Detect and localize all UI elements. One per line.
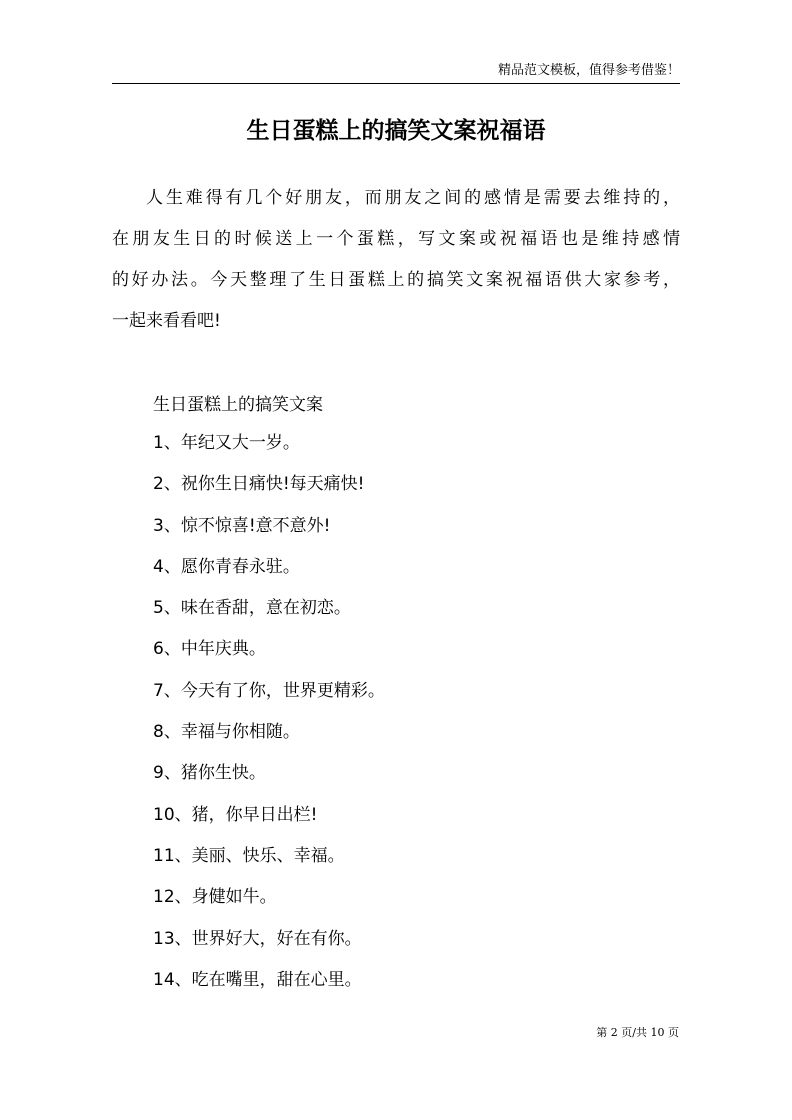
intro-line: 的好办法。今天整理了生日蛋糕上的搞笑文案祝福语供大家参考， xyxy=(112,270,680,290)
section-heading: 生日蛋糕上的搞笑文案 xyxy=(153,395,323,415)
page-header-text: 精品范文模板，值得参考借鉴！ xyxy=(497,63,680,78)
list-item: 3、惊不惊喜!意不意外! xyxy=(153,515,331,536)
list-item: 12、身健如牛。 xyxy=(153,887,277,908)
list-item: 5、味在香甜，意在初恋。 xyxy=(153,598,351,619)
page-number: 第 2 页/共 10 页 xyxy=(596,1026,679,1039)
header-divider xyxy=(112,83,680,84)
list-item: 11、美丽、快乐、幸福。 xyxy=(153,845,345,866)
list-item: 10、猪，你早日出栏! xyxy=(153,804,318,825)
list-item: 14、吃在嘴里，甜在心里。 xyxy=(153,969,362,990)
list-item: 9、猪你生快。 xyxy=(153,763,266,784)
list-item: 1、年纪又大一岁。 xyxy=(153,433,300,453)
blessing-list xyxy=(153,426,385,1004)
intro-line: 一起来看看吧! xyxy=(112,311,221,331)
list-item: 6、中年庆典。 xyxy=(153,639,266,660)
intro-line: 人生难得有几个好朋友，而朋友之间的感情是需要去维持的， xyxy=(146,188,680,208)
list-item: 8、幸福与你相随。 xyxy=(153,722,300,743)
list-item: 4、愿你青春永驻。 xyxy=(153,556,300,577)
intro-paragraph xyxy=(112,178,680,342)
list-item: 2、祝你生日痛快!每天痛快! xyxy=(153,474,365,495)
document-title: 生日蛋糕上的搞笑文案祝福语 xyxy=(246,118,546,144)
list-item: 13、世界好大，好在有你。 xyxy=(153,928,362,949)
intro-line: 在朋友生日的时候送上一个蛋糕，写文案或祝福语也是维持感情 xyxy=(112,229,680,249)
list-item: 7、今天有了你，世界更精彩。 xyxy=(153,680,385,701)
